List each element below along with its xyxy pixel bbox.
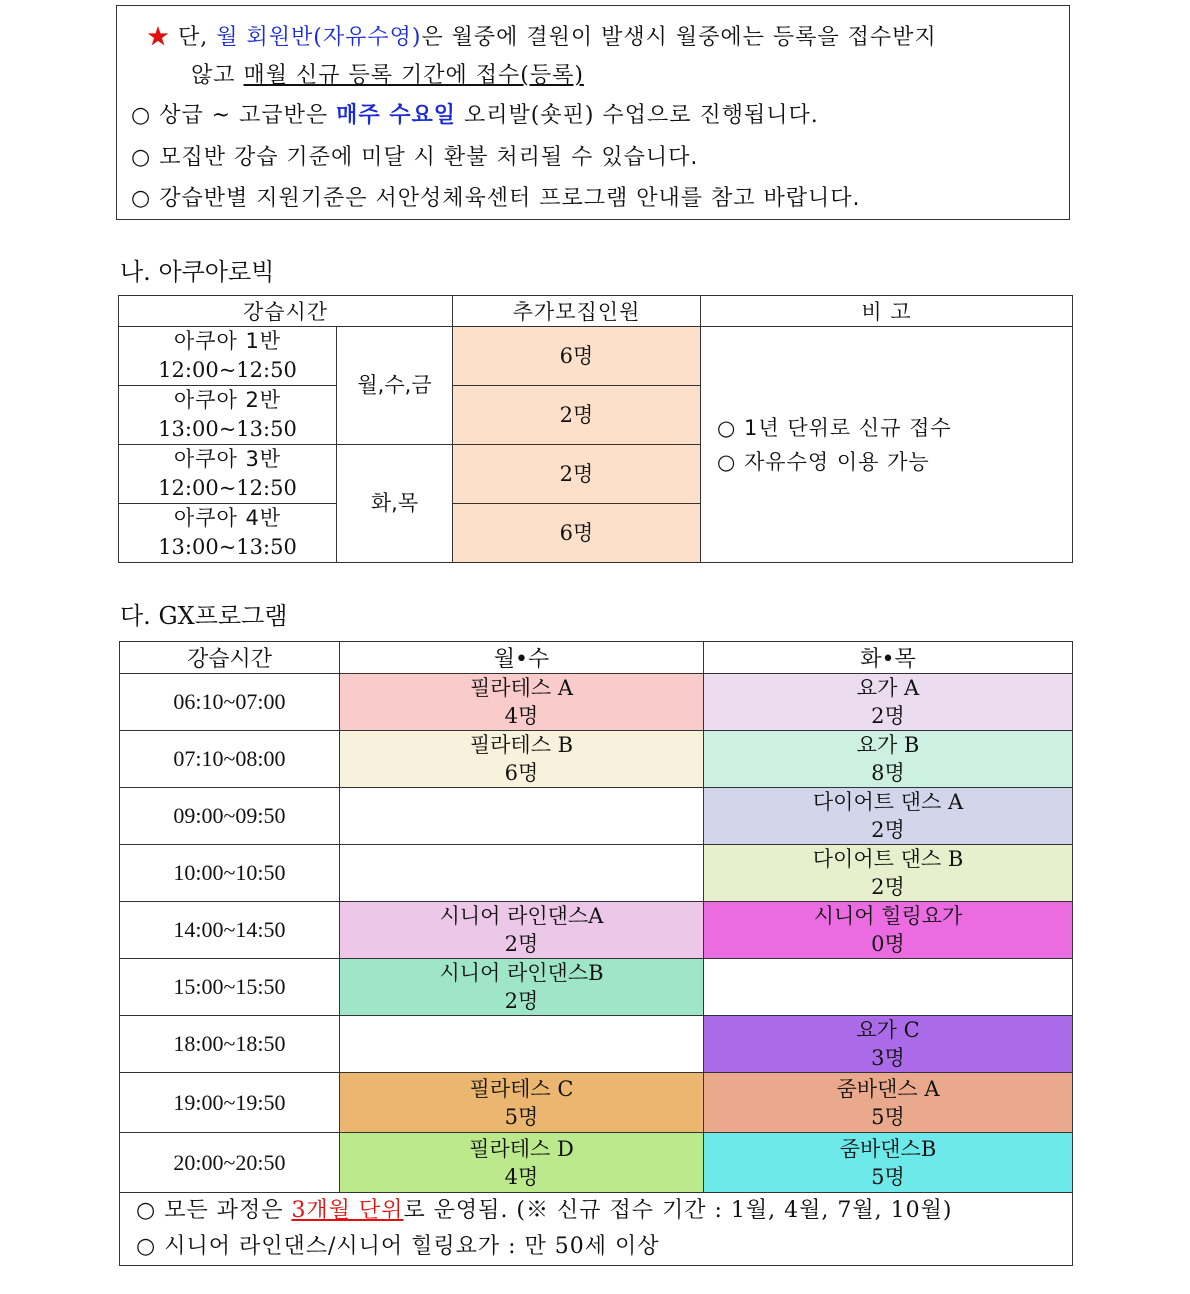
gx-mon-wed-cell (340, 1073, 704, 1133)
gx-section-title: 다. GX프로그램 (120, 602, 288, 630)
aqua-class-cell: 아쿠아 2반 13:00~13:50 (119, 386, 337, 445)
gx-program-count: 5명 (871, 1164, 905, 1189)
gx-program-name: 필라테스 C (469, 1076, 574, 1101)
aqua-days-cell: 화,목 (337, 445, 453, 563)
gx-time-cell: 14:00~14:50 (120, 902, 340, 959)
gx-program-count: 2명 (871, 704, 905, 728)
gx-program-count: 4명 (504, 1164, 539, 1189)
gx-tue-thu-cell (704, 1016, 1073, 1073)
gx-tue-thu-cell (704, 845, 1073, 902)
notice-line-3: ○ 상급 ~ 고급반은 매주 수요일 오리발(숏핀) 수업으로 진행됩니다. (131, 102, 819, 128)
header-class-time: 강습시간 (119, 296, 453, 327)
gx-footer-notes (120, 1193, 1073, 1266)
gx-time-cell: 09:00~09:50 (120, 788, 340, 845)
notice-line-5: ○ 강습반별 지원기준은 서안성체육센터 프로그램 안내를 참고 바랍니다. (131, 186, 861, 211)
notice-line-2: 않고 매월 신규 등록 기간에 접수(등록) (191, 63, 584, 88)
gx-program-name: 요가 A (856, 676, 920, 700)
gx-mon-wed-cell (340, 731, 704, 788)
gx-program-count: 0명 (871, 932, 905, 956)
gx-time-cell: 19:00~19:50 (120, 1073, 340, 1133)
gx-row (120, 731, 1073, 788)
star-icon: ★ (147, 25, 171, 50)
gx-footer-line-1: ○ 모든 과정은 3개월 단위로 운영됨. (※ 신규 접수 기간 : 1월, 4월, 7월, 10월) (136, 1198, 953, 1223)
aqua-class-cell: 아쿠아 4반 13:00~13:50 (119, 504, 337, 563)
gx-program-count: 2명 (504, 932, 539, 956)
aqua-table (118, 295, 1073, 563)
aqua-notes-cell: ○ 1년 단위로 신규 접수 ○ 자유수영 이용 가능 (701, 327, 1073, 563)
gx-time-cell: 07:10~08:00 (120, 731, 340, 788)
gx-row (120, 845, 1073, 902)
gx-mon-wed-cell (340, 674, 704, 731)
gx-time-cell: 15:00~15:50 (120, 959, 340, 1016)
header-tue-thu: 화•목 (704, 642, 1073, 674)
gx-row (120, 1016, 1073, 1073)
gx-tue-thu-cell (704, 731, 1073, 788)
aqua-days-cell: 월,수,금 (337, 327, 453, 445)
gx-program-name: 시니어 힐링요가 (813, 904, 963, 928)
gx-tue-thu-cell (704, 959, 1073, 1016)
gx-program-count: 8명 (871, 761, 905, 785)
gx-program-name: 다이어트 댄스 A (812, 790, 964, 814)
gx-program-name: 요가 B (856, 733, 920, 757)
gx-program-count: 5명 (871, 1104, 905, 1129)
gx-mon-wed-cell (340, 959, 704, 1016)
gx-program-count: 2명 (871, 818, 905, 842)
gx-mon-wed-cell (340, 1133, 704, 1193)
notice-line-1: ★ 단, 월 회원반(자유수영)은 월중에 결원이 발생시 월중에는 등록을 접수받지 (147, 25, 937, 50)
gx-table (119, 641, 1073, 1266)
gx-time-cell: 06:10~07:00 (120, 674, 340, 731)
gx-row (120, 1073, 1073, 1133)
gx-program-count: 5명 (504, 1104, 539, 1129)
gx-time-cell: 18:00~18:50 (120, 1016, 340, 1073)
gx-program-name: 필라테스 B (469, 733, 574, 757)
gx-time-cell: 20:00~20:50 (120, 1133, 340, 1193)
notice-line-4: ○ 모집반 강습 기준에 미달 시 환불 처리될 수 있습니다. (131, 145, 699, 170)
header-class-time: 강습시간 (120, 642, 340, 674)
gx-program-count: 2명 (871, 875, 905, 899)
gx-program-name: 시니어 라인댄스B (439, 961, 604, 985)
gx-program-name: 줌바댄스 A (836, 1076, 940, 1101)
header-extra-recruit: 추가모집인원 (453, 296, 701, 327)
gx-program-count: 4명 (504, 704, 539, 728)
gx-tue-thu-cell (704, 1073, 1073, 1133)
gx-program-name: 다이어트 댄스 B (812, 847, 964, 871)
gx-footer-line-2: ○ 시니어 라인댄스/시니어 힐링요가 : 만 50세 이상 (136, 1234, 660, 1259)
gx-program-name: 필라테스 D (469, 1136, 574, 1161)
header-mon-wed: 월•수 (340, 642, 704, 674)
aqua-count-cell: 2명 (453, 445, 701, 504)
gx-program-name: 시니어 라인댄스A (439, 904, 604, 928)
aqua-class-cell: 아쿠아 3반 12:00~12:50 (119, 445, 337, 504)
gx-time-cell: 10:00~10:50 (120, 845, 340, 902)
aqua-count-cell: 6명 (453, 327, 701, 386)
aqua-count-cell: 6명 (453, 504, 701, 563)
gx-tue-thu-cell (704, 788, 1073, 845)
gx-program-name: 줌바댄스B (839, 1136, 937, 1161)
notice-box (116, 5, 1070, 220)
gx-mon-wed-cell (340, 845, 704, 902)
gx-mon-wed-cell (340, 1016, 704, 1073)
gx-row (120, 788, 1073, 845)
gx-mon-wed-cell (340, 902, 704, 959)
aqua-section-title: 나. 아쿠아로빅 (120, 258, 275, 286)
gx-program-count: 2명 (504, 989, 539, 1013)
gx-tue-thu-cell (704, 674, 1073, 731)
aqua-count-cell: 2명 (453, 386, 701, 445)
gx-program-name: 요가 C (856, 1018, 920, 1042)
gx-row (120, 674, 1073, 731)
gx-program-name: 필라테스 A (470, 676, 573, 700)
gx-mon-wed-cell (340, 788, 704, 845)
gx-row (120, 1133, 1073, 1193)
gx-row (120, 902, 1073, 959)
gx-row (120, 959, 1073, 1016)
header-remarks: 비 고 (701, 296, 1073, 327)
gx-tue-thu-cell (704, 902, 1073, 959)
gx-tue-thu-cell (704, 1133, 1073, 1193)
gx-program-count: 3명 (871, 1046, 905, 1070)
gx-program-count: 6명 (504, 761, 539, 785)
aqua-class-cell: 아쿠아 1반 12:00~12:50 (119, 327, 337, 386)
